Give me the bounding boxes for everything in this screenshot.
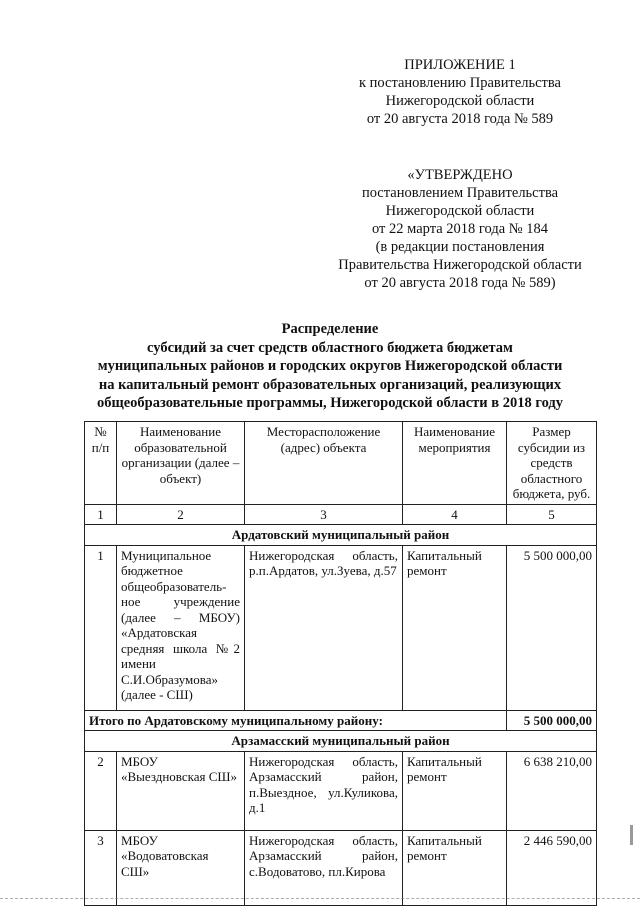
total-label: Итого по Ардатовскому муниципальному району: xyxy=(85,710,507,731)
row-address: Нижегородская область, р.п.Ардатов, ул.Зуева, д.57 xyxy=(245,545,403,710)
row-name: МБОУ «Выездновская СШ» xyxy=(117,751,245,830)
appendix-line: к постановлению Правительства xyxy=(359,75,561,91)
total-amount: 5 500 000,00 xyxy=(507,710,597,731)
approval-line: Нижегородской области xyxy=(385,203,535,219)
header-cell-num: № п/п xyxy=(85,422,117,505)
row-num: 3 xyxy=(85,830,117,905)
table-row xyxy=(85,830,597,905)
column-number: 1 xyxy=(85,504,117,525)
district-row xyxy=(85,731,597,752)
column-number: 2 xyxy=(117,504,245,525)
row-address: Нижегородская область, Арзамасский район, п.Выездное, ул.Куликова, д.1 xyxy=(245,751,403,830)
scan-edge-mark xyxy=(630,825,633,845)
header-cell-activity: Наименование мероприятия xyxy=(403,422,507,505)
scan-artifact-line xyxy=(0,898,640,902)
title-line: субсидий за счет средств областного бюджета бюджетам xyxy=(147,339,513,356)
approval-line: Правительства Нижегородской области xyxy=(338,257,582,273)
column-number: 3 xyxy=(245,504,403,525)
row-name: Муниципальное бюджетное общеобразователь-ное учреждение (далее – МБОУ) «Ардатовская средняя школа №2 имени С.И.Образумова» (далее - СШ) xyxy=(117,545,245,710)
approval-stamp xyxy=(300,166,620,292)
district-name: Ардатовский муниципальный район xyxy=(85,525,597,546)
title-line: на капитальный ремонт образовательных организаций, реализующих xyxy=(98,376,562,393)
table-header-row xyxy=(85,422,597,505)
appendix-line: ПРИЛОЖЕНИЕ 1 xyxy=(404,57,516,73)
row-amount: 2 446 590,00 xyxy=(507,830,597,905)
table-row xyxy=(85,545,597,710)
header-cell-name: Наименование образовательной организации (далее – объект) xyxy=(117,422,245,505)
approval-line: (в редакции постановления xyxy=(375,239,545,255)
district-row xyxy=(85,525,597,546)
row-num: 1 xyxy=(85,545,117,710)
column-number: 5 xyxy=(507,504,597,525)
title-line: общеобразовательные программы, Нижегородской области в 2018 году xyxy=(96,395,564,411)
subsidy-table xyxy=(84,421,597,906)
table-row xyxy=(85,751,597,830)
approval-line: постановлением Правительства xyxy=(361,185,559,201)
document-title xyxy=(60,320,600,413)
approval-line: от 20 августа 2018 года № 589) xyxy=(364,275,556,291)
row-activity: Капитальный ремонт xyxy=(403,830,507,905)
row-activity: Капитальный ремонт xyxy=(403,545,507,710)
title-line: Распределение xyxy=(281,321,379,337)
row-num: 2 xyxy=(85,751,117,830)
row-amount: 5 500 000,00 xyxy=(507,545,597,710)
appendix-line: Нижегородской области xyxy=(385,93,535,109)
row-activity: Капитальный ремонт xyxy=(403,751,507,830)
column-number: 4 xyxy=(403,504,507,525)
approval-line: «УТВЕРЖДЕНО xyxy=(407,167,513,183)
row-address: Нижегородская область, Арзамасский район, с.Водоватово, пл.Кирова xyxy=(245,830,403,905)
row-name: МБОУ «Водоватовская СШ» xyxy=(117,830,245,905)
appendix-header xyxy=(320,56,600,128)
title-line: муниципальных районов и городских округов Нижегородской области xyxy=(97,358,563,374)
header-cell-address: Месторасположение (адрес) объекта xyxy=(245,422,403,505)
row-amount: 6 638 210,00 xyxy=(507,751,597,830)
district-name: Арзамасский муниципальный район xyxy=(85,731,597,752)
column-number-row xyxy=(85,504,597,525)
appendix-line: от 20 августа 2018 года № 589 xyxy=(366,111,554,127)
approval-line: от 22 марта 2018 года № 184 xyxy=(372,221,548,237)
total-row xyxy=(85,710,597,731)
header-cell-amount: Размер субсидии из средств областного бюджета, руб. xyxy=(507,422,597,505)
